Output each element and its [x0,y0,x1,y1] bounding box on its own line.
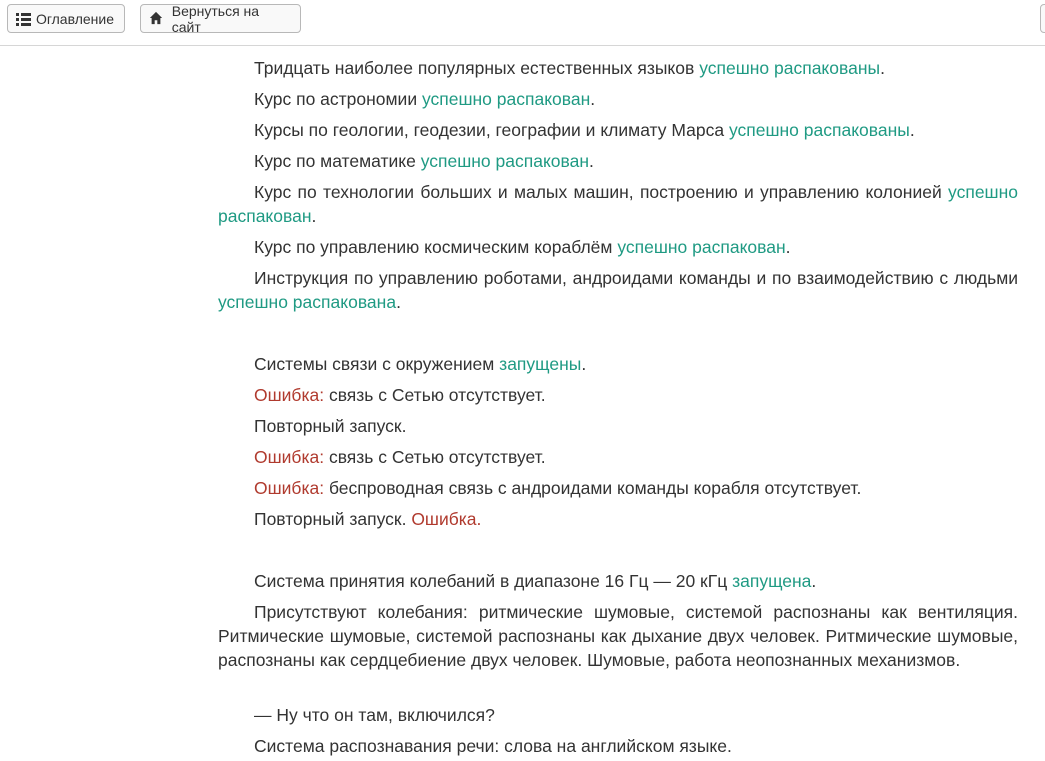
paragraph: Ошибка: связь с Сетью отсутствует. [254,385,546,405]
paragraph: Курс по управлению космическим кораблём успешно распакован. [254,237,791,257]
status-success: успешно распакована [218,292,397,312]
status-success: успешно распакован [617,237,786,257]
paragraph: Система распознавания речи: слова на английском языке. [254,736,732,756]
book-content [218,0,1018,761]
paragraph: Повторный запуск. [254,416,407,436]
status-error: Ошибка. [411,509,482,529]
paragraph: Повторный запуск. Ошибка. [254,509,482,529]
paragraph: Курсы по геологии, геодезии, географии и климату Марса успешно распакованы. [254,120,915,140]
status-success: успешно распакованы [699,58,881,78]
home-icon [149,11,165,27]
paragraph: Курс по математике успешно распакован. [254,151,594,171]
status-error: Ошибка: [254,385,325,405]
status-success: успешно распакован [218,182,1018,226]
toolbar-button-partial[interactable] [1040,4,1045,33]
paragraph: Инструкция по управлению роботами, андроидами команды и по взаимодействию с людьми успешно распакована. [218,268,1018,312]
status-error: Ошибка: [254,478,325,498]
top-toolbar [0,0,1045,46]
status-success: успешно распакованы [728,120,910,140]
paragraph: Тридцать наиболее популярных естественных языков успешно распакованы. [254,58,885,78]
toc-button-label: Оглавление [35,10,114,27]
paragraph: Ошибка: беспроводная связь с андроидами команды корабля отсутствует. [254,478,862,498]
back-to-site-label: Вернуться на сайт [171,2,260,35]
dialogue-line: — Ну что он там, включился? [254,705,495,725]
status-success: успешно распакован [420,151,590,171]
paragraph: Курс по технологии больших и малых машин, построению и управлению колонией успешно распакован. [218,182,1018,226]
status-error: Ошибка: [254,447,325,467]
paragraph: Системы связи с окружением запущены. [254,354,587,374]
table-of-contents-button[interactable] [7,4,125,33]
status-success: запущена [732,571,812,591]
list-icon [16,11,29,27]
paragraph: Система принятия колебаний в диапазоне 16 Гц — 20 кГц запущена. [254,571,817,591]
paragraph: Ошибка: связь с Сетью отсутствует. [254,447,546,467]
paragraph: Присутствуют колебания: ритмические шумовые, системой распознаны как вентиляция. Ритмические шумовые, системой распознаны как дыхание двух человек. Ритмические шумовые, распознаны как сердцебиение двух человек. Шумовые, работа неопознанных механизмов. [218,602,1018,670]
back-to-site-button[interactable] [140,4,301,33]
status-success: успешно распакован [421,89,591,109]
paragraph: Курс по астрономии успешно распакован. [254,89,596,109]
status-success: запущены [499,354,582,374]
